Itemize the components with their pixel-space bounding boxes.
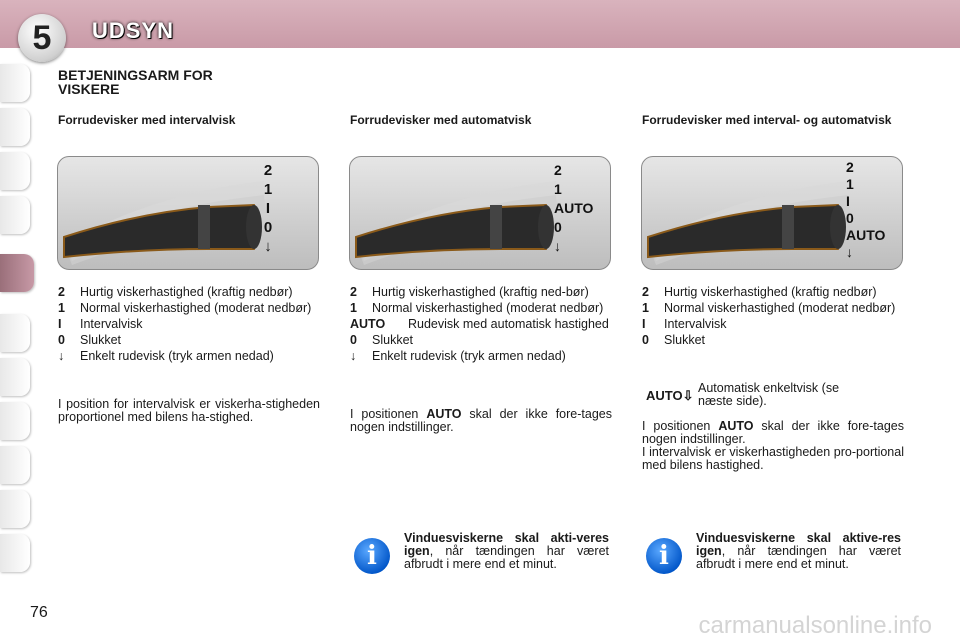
lever-label: AUTO (554, 200, 594, 216)
chapter-tabs (0, 64, 32, 572)
chapter-tab-active[interactable] (0, 254, 34, 292)
lever-label: 2 (846, 159, 854, 175)
chapter-tab[interactable] (0, 108, 30, 146)
info-note-auto: Vinduesviskerne skal akti-veres igen, når tændingen har været afbrudt i mere end et minut. (404, 531, 609, 571)
lever-label: 0 (263, 219, 273, 236)
column-title-interval: Forrudevisker med intervalvisk (58, 113, 236, 127)
lever-label: AUTO (846, 227, 886, 243)
legend-list-interval-auto (642, 286, 904, 350)
chapter-tab[interactable] (0, 196, 30, 234)
chapter-tab[interactable] (0, 314, 30, 352)
lever-label: 1 (846, 176, 854, 192)
down-arrow-icon: ↓ (554, 238, 561, 254)
lever-label: 1 (554, 181, 562, 197)
info-note-interval-auto: Vinduesviskerne skal aktive-res igen, når tændingen har været afbrudt i mere end et minut. (696, 531, 901, 571)
paragraph-auto: I positionen AUTO skal der ikke fore-tages nogen indstillinger. (350, 407, 612, 434)
paragraph-interval-auto: I positionen AUTO skal der ikke fore-tages nogen indstillinger. (642, 419, 904, 446)
chapter-tab[interactable] (0, 534, 30, 572)
wiper-lever-image-interval (57, 156, 319, 270)
auto-single-wipe-icon: AUTO⇩ (646, 388, 694, 403)
page-number: 76 (30, 604, 48, 621)
list-item: 2 Hurtig viskerhastighed (kraftig ned-bør) (350, 285, 589, 299)
down-arrow-icon: ↓ (264, 238, 272, 255)
list-item: 2 Hurtig viskerhastighed (kraftig nedbør) (642, 285, 877, 299)
chapter-tab[interactable] (0, 402, 30, 440)
legend-list-interval (58, 286, 320, 366)
lever-label: I (846, 193, 850, 209)
list-item: 0 Slukket (58, 333, 121, 347)
lever-label: 2 (554, 162, 562, 178)
lever-label: I (265, 200, 271, 217)
chapter-tab[interactable] (0, 490, 30, 528)
lever-label: 0 (554, 219, 562, 235)
list-item: I Intervalvisk (642, 317, 727, 331)
chapter-tab[interactable] (0, 358, 30, 396)
column-title-auto: Forrudevisker med automatvisk (350, 113, 532, 127)
wiper-lever-image-auto (349, 156, 611, 270)
chapter-tab[interactable] (0, 152, 30, 190)
paragraph-interval-speed: I intervalvisk er viskerhastigheden pro-portional med bilens hastighed. (642, 445, 904, 472)
auto-single-wipe-text: Automatisk enkeltvisk (se næste side). (698, 381, 840, 408)
watermark: carmanualsonline.info (698, 612, 932, 639)
list-item: 2 Hurtig viskerhastighed (kraftig nedbør) (58, 285, 293, 299)
wiper-lever-image-interval-auto (641, 156, 903, 270)
info-icon: i (646, 538, 682, 574)
chapter-title: UDSYN (92, 18, 175, 43)
legend-list-auto (350, 286, 612, 366)
lever-label: 0 (846, 210, 854, 226)
section-title: BETJENINGSARM FOR VISKERE (58, 67, 213, 97)
chapter-tab[interactable] (0, 446, 30, 484)
chapter-tab[interactable] (0, 64, 30, 102)
list-item: 1 Normal viskerhastighed (moderat nedbør) (350, 301, 604, 315)
paragraph-interval: I position for intervalvisk er viskerha-stigheden proportionel med bilens ha-stighed. (58, 397, 320, 424)
list-item: ↓ Enkelt rudevisk (tryk armen nedad) (58, 349, 274, 363)
column-title-interval-auto: Forrudevisker med interval- og automatvisk (642, 113, 892, 127)
lever-label: 1 (263, 181, 273, 198)
list-item: 0 Slukket (350, 333, 413, 347)
list-item: 1 Normal viskerhastighed (moderat nedbør) (58, 301, 312, 315)
list-item: I Intervalvisk (58, 317, 143, 331)
down-arrow-icon: ↓ (846, 244, 853, 260)
lever-label: 2 (263, 162, 273, 179)
list-item: 0 Slukket (642, 333, 705, 347)
list-item: ↓ Enkelt rudevisk (tryk armen nedad) (350, 349, 566, 363)
chapter-number-badge: 5 (18, 14, 66, 62)
list-item: AUTO Rudevisk med automatisk hastighed (350, 317, 609, 331)
info-icon: i (354, 538, 390, 574)
list-item: 1 Normal viskerhastighed (moderat nedbør) (642, 301, 896, 315)
